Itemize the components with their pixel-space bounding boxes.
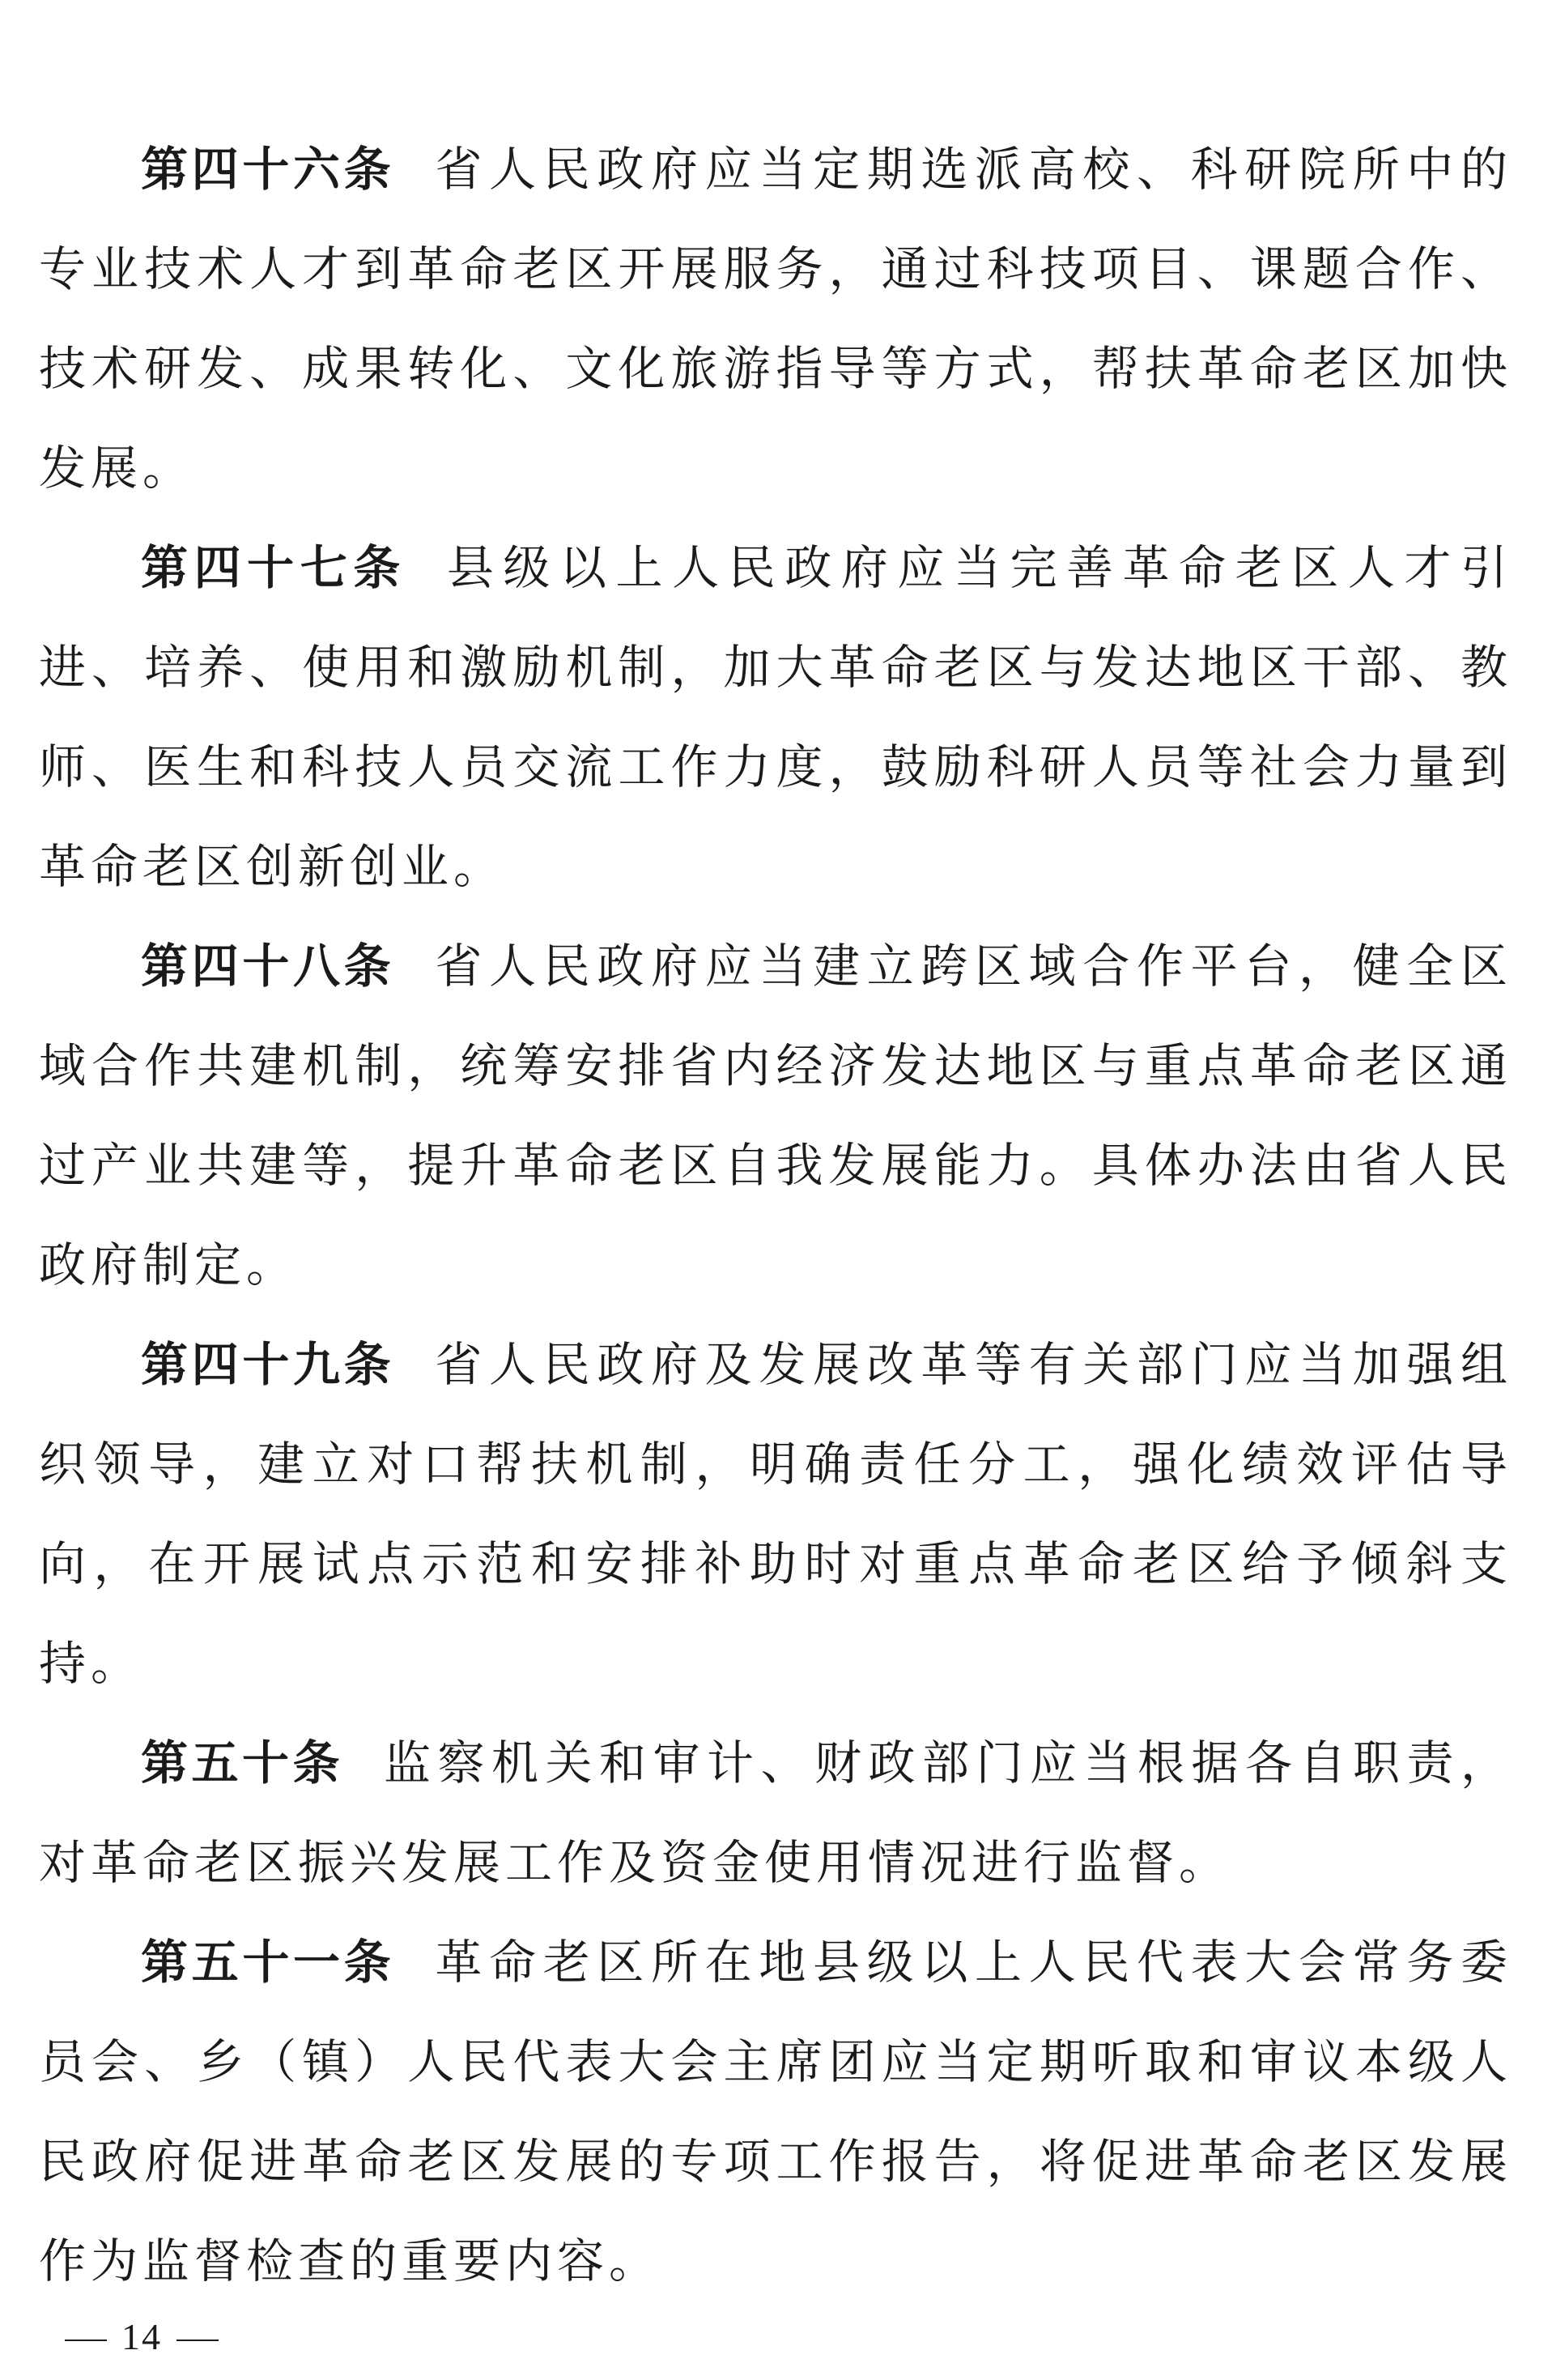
article-body: 县级以上人民政府应当完善革命老区人才引进、培养、使用和激励机制，加大革命老区与发达地区干部、教师、医生和科技人员交流工作力度，鼓励科研人员等社会力量到革命老区创新创业。: [39, 540, 1512, 894]
document-page: [39, 120, 1512, 2311]
article-body: 省人民政府应当建立跨区域合作平台，健全区域合作共建机制，统筹安排省内经济发达地区与重点革命老区通过产业共建等，提升革命老区自我发展能力。具体办法由省人民政府制定。: [39, 939, 1512, 1292]
page-footer: [50, 2314, 233, 2360]
article-body: 省人民政府应当定期选派高校、科研院所中的专业技术人才到革命老区开展服务，通过科技项目、课题合作、技术研发、成果转化、文化旅游指导等方式，帮扶革命老区加快发展。: [39, 142, 1512, 496]
article-47: [39, 518, 1512, 917]
page-number: 14: [121, 2316, 162, 2357]
article-49: [39, 1315, 1512, 1714]
article-body: 省人民政府及发展改革等有关部门应当加强组织领导，建立对口帮扶机制，明确责任分工，强化绩效评估导向，在开展试点示范和安排补助时对重点革命老区给予倾斜支持。: [39, 1337, 1512, 1691]
article-title: 第五十一条: [141, 1935, 395, 1990]
article-46: [39, 120, 1512, 518]
article-title: 第四十八条: [141, 939, 395, 994]
article-title: 第四十九条: [141, 1337, 395, 1392]
article-51: [39, 1913, 1512, 2311]
article-body: 革命老区所在地县级以上人民代表大会常务委员会、乡（镇）人民代表大会主席团应当定期听取和审议本级人民政府促进革命老区发展的专项工作报告，将促进革命老区发展作为监督检查的重要内容。: [39, 1935, 1512, 2288]
article-50: [39, 1714, 1512, 1913]
article-48: [39, 917, 1512, 1315]
footer-dash-left: [65, 2340, 107, 2341]
article-title: 第五十条: [141, 1735, 343, 1790]
footer-dash-right: [176, 2340, 219, 2341]
article-title: 第四十六条: [141, 142, 395, 197]
article-title: 第四十七条: [141, 540, 406, 595]
article-body: 监察机关和审计、财政部门应当根据各自职责，对革命老区振兴发展工作及资金使用情况进行监督。: [39, 1735, 1512, 1890]
